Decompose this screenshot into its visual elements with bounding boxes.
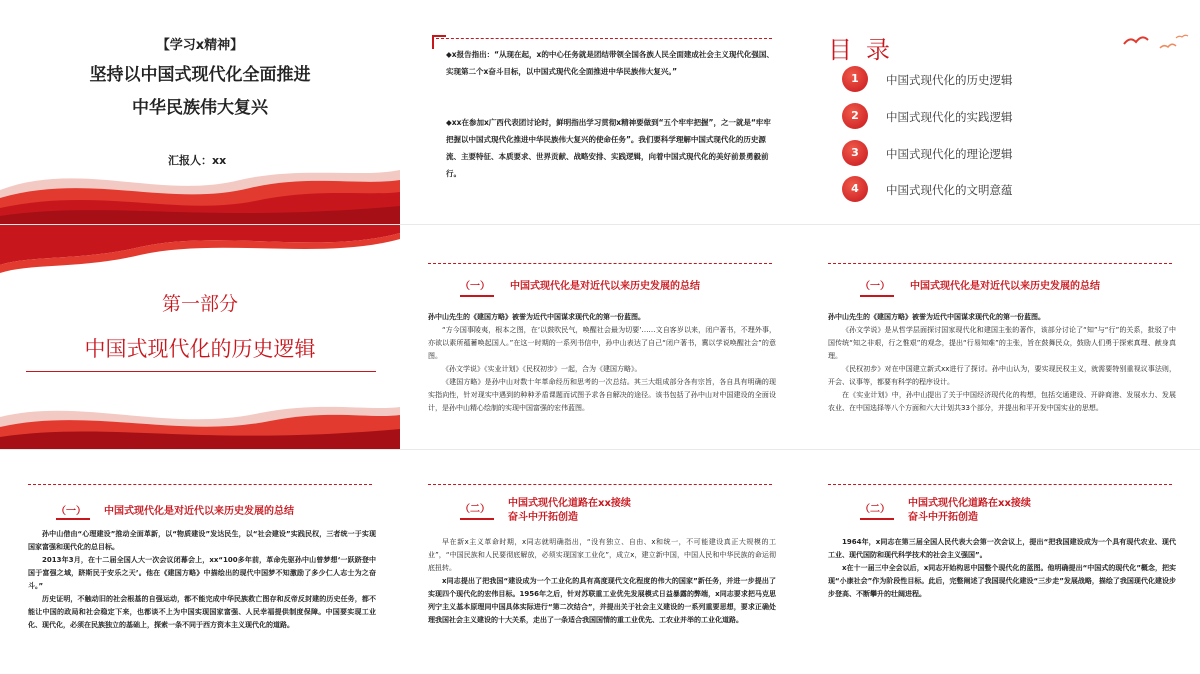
header-title-line2: 奋斗中开拓创造 — [508, 512, 578, 523]
intro-paragraph-1: ◆x报告指出：“从现在起，x的中心任务就是团结带领全国各族人民全面建成社会主义现代化强国、实现第二个x奋斗目标，以中国式现代化全面推进中华民族伟大复兴。” — [446, 50, 774, 76]
toc-item-4[interactable] — [842, 176, 1172, 202]
section-underline — [26, 371, 376, 372]
section-title: 中国式现代化的历史逻辑 — [84, 337, 316, 361]
slide-content-8[interactable] — [400, 450, 800, 674]
header-number: （二） — [460, 504, 490, 515]
body-paragraph-1: 1964年，x同志在第三届全国人民代表大会第一次会议上，提出“把我国建设成为一个具有现代农业、现代工业、现代国防和现代科学技术的社会主义强国”。 — [828, 538, 1176, 559]
header-bar — [460, 518, 494, 520]
toc-title: 目录 — [828, 36, 904, 64]
body-paragraph-1: 《孙文学说》是从哲学层面探讨国家现代化和建国主张的著作，该部分讨论了“知”与“行”的关系，批驳了中国传统“知之非艰，行之惟艰”的观念，提出“行易知难”的主张，旨在鼓舞民众，鼓励人们勇于探索真理、献身真理。 — [828, 326, 1176, 360]
header-dash-line — [428, 263, 772, 264]
body-paragraph-3: 历史证明，不触动旧的社会根基的自强运动，都不能完成中华民族救亡图存和反帝反封建的历史任务，都不能让中国的政局和社会稳定下来，也都谈不上为中国实现国家富强、人民幸福提供制度保障。中国要实现工业化、现代化，必须在民族独立的基础上，探索一条不同于西方资本主义现代化的道路。 — [28, 595, 376, 629]
header-dash-line — [28, 484, 372, 485]
toc-item-3[interactable] — [842, 140, 1172, 166]
toc-item-2[interactable] — [842, 103, 1172, 129]
body-paragraph-2: x同志提出了把我国“建设成为一个工业化的具有高度现代文化程度的伟大的国家”新任务，并进一步提出了实现四个现代化的宏伟目标。1956年之后，针对苏联重工业优先发展模式日益暴露的弊端，x同志要求把马克思列宁主义基本原理同中国具体实际进行“第二次结合”，并提出关于社会主义建设的一系列重要思想，要求正确处理我国社会主义建设的十大关系，走出了一条适合我国国情的重工业优先、工农业并举的工业化道路。 — [428, 577, 776, 624]
slide-content-9[interactable] — [800, 450, 1200, 674]
section-part-label: 第一部分 — [161, 293, 238, 315]
toc-item-label: 中国式现代化的理论逻辑 — [886, 147, 1013, 161]
header-bar — [860, 295, 894, 297]
header-dash-line — [428, 484, 772, 485]
body-paragraph-3: 在《实业计划》中，孙中山提出了关于中国经济现代化的构想，包括交通建设、开辟商港、发展水力、发展农业、在中国选择等八个方面和六大计划共33个部分，并提出和平开发中国实业的思想。 — [828, 391, 1176, 412]
slide-cover[interactable] — [0, 0, 400, 224]
intro-paragraph-2: ◆xx在参加x广西代表团讨论时，鲜明指出学习贯彻x精神要做到“五个牢牢把握”，之一就是“牢牢把握以中国式现代化推进中华民族伟大复兴的使命任务”。我们要科学理解中国式现代化的历史源流、主要特征、本质要求、世界贡献、战略安排、实践逻辑，向着中国式现代化的美好前景勇毅前行。 — [446, 118, 771, 178]
toc-item-label: 中国式现代化的历史逻辑 — [886, 73, 1013, 87]
slide-content-7[interactable] — [0, 450, 400, 674]
header-bar — [460, 295, 494, 297]
header-title-line1: 中国式现代化道路在xx接续 — [908, 498, 1031, 509]
header-bar — [860, 518, 894, 520]
header-number: （二） — [860, 504, 890, 515]
body-paragraph-2: x在十一届三中全会以后，x同志开始构思中国整个现代化的蓝图。他明确提出“中国式的现代化”概念，把实现“小康社会”作为阶段性目标。此后，完整阐述了我国现代化建设“三步走”发展战略，描绘了我国现代化建设步步登高、不断攀升的壮阔进程。 — [828, 564, 1176, 598]
content-body — [828, 311, 1176, 415]
slide-section-divider[interactable] — [0, 225, 400, 449]
toc-number-badge: 4 — [842, 176, 868, 202]
header-title: 中国式现代化是对近代以来历史发展的总结 — [510, 281, 700, 292]
slide-intro[interactable] — [400, 0, 800, 224]
header-bar — [56, 518, 90, 520]
body-lead: 孙中山先生的《建国方略》被誉为近代中国谋求现代化的第一份蓝图。 — [828, 313, 1045, 321]
birds-decoration — [1120, 30, 1190, 56]
body-paragraph-1: 孙中山借由“心理建设”推动全面革新，以“物质建设”发达民生，以“社会建设”实践民权，三者统一于实现国家富强和现代化的总目标。 — [28, 530, 376, 551]
content-body — [428, 311, 776, 415]
toc-item-1[interactable] — [842, 66, 1172, 92]
cover-title-line2: 中华民族伟大复兴 — [132, 98, 268, 118]
header-dash-line — [828, 263, 1172, 264]
toc-item-label: 中国式现代化的文明意蕴 — [886, 183, 1013, 197]
toc-item-label: 中国式现代化的实践逻辑 — [886, 110, 1013, 124]
body-paragraph-1: 早在新x主义革命时期，x同志就明确指出，“没有独立、自由、x和统一，不可能建设真正大规模的工业”，“中国民族和人民要彻底解放，必须实现国家工业化”，成立x，建立新中国，中国人民和中华民族的命运彻底扭转。 — [428, 538, 776, 572]
red-wave-bottom-decoration — [0, 393, 400, 449]
header-title-line1: 中国式现代化道路在xx接续 — [508, 498, 631, 509]
body-paragraph-1: “方今国事陵夷，根本之图，在‘以鼓吹民气，唤醒社会最为切要’……文自客岁以来，闭户著书，不理外事，亦欲以素所蕴蓄唤起国人。”在这一时期的一系列书信中，孙中山表达了自己“闭户著书，冀以学说唤醒社会”的意图。 — [428, 326, 776, 360]
header-number: （一） — [56, 506, 86, 517]
toc-number-badge: 2 — [842, 103, 868, 129]
content-body — [828, 536, 1176, 601]
content-body — [428, 536, 776, 627]
header-title-line2: 奋斗中开拓创造 — [908, 512, 978, 523]
header-dash-line — [828, 484, 1172, 485]
cover-title-line1: 坚持以中国式现代化全面推进 — [89, 65, 311, 85]
content-body — [28, 528, 376, 632]
cover-reporter: 汇报人：xx — [168, 154, 227, 167]
header-number: （一） — [460, 281, 490, 292]
red-ribbon-decoration — [0, 160, 400, 224]
body-paragraph-2: 《民权初步》对在中国建立新式xx进行了探讨。孙中山认为，要实现民权主义，就需要特别重视议事法则，开会、议事等，都要有科学的程序设计。 — [828, 365, 1176, 386]
body-paragraph-3: 《建国方略》是孙中山对数十年革命经历和思考的一次总结。其三大组成部分各有宗旨，各自具有明确的现实指向性，针对现实中遇到的种种矛盾课题而试图予求各自解决的途径。该书包括了孙中山对中国建设的全面设计，是孙中山精心绘制的实现中国富强的宏伟蓝图。 — [428, 378, 776, 412]
header-title: 中国式现代化是对近代以来历史发展的总结 — [104, 506, 294, 517]
slide-content-5[interactable] — [400, 225, 800, 449]
body-paragraph-2: 《孙文学说》《实业计划》《民权初步》一起，合为《建国方略》。 — [442, 365, 642, 373]
slide-content-6[interactable] — [800, 225, 1200, 449]
toc-number-badge: 1 — [842, 66, 868, 92]
body-paragraph-2: 2013年3月，在十二届全国人大一次会议闭幕会上，xx“100多年前，革命先驱孙中山曾梦想‘一跃跻登中国于富强之域，跻斯民于安乐之天’。他在《建国方略》中描绘出的现代中国梦不知激励了多少仁人志士为之奋斗。” — [28, 556, 376, 590]
body-lead: 孙中山先生的《建国方略》被誉为近代中国谋求现代化的第一份蓝图。 — [428, 313, 645, 321]
header-title: 中国式现代化是对近代以来历史发展的总结 — [910, 281, 1100, 292]
cover-tag: 【学习x精神】 — [156, 38, 244, 53]
slide-toc[interactable] — [800, 0, 1200, 224]
header-number: （一） — [860, 281, 890, 292]
toc-number-badge: 3 — [842, 140, 868, 166]
red-wave-top-decoration — [0, 225, 400, 275]
